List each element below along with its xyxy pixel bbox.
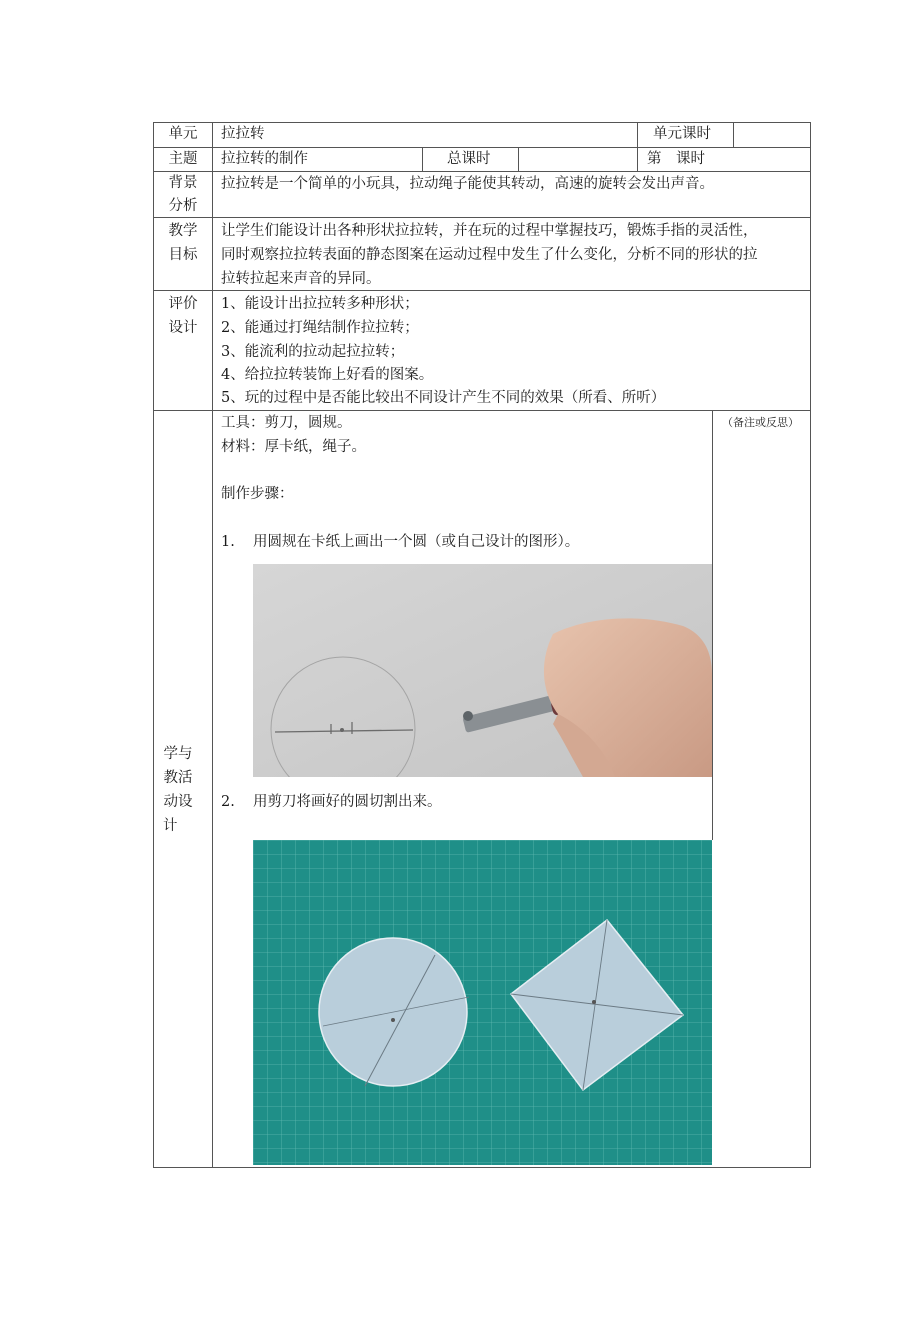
table-border xyxy=(733,122,734,147)
topic-label: 主题 xyxy=(168,151,198,167)
objectives-label-2: 目标 xyxy=(168,247,198,263)
table-border xyxy=(518,147,519,171)
objectives-line: 让学生们能设计出各种形状拉拉转，并在玩的过程中掌握技巧，锻炼手指的灵活性， xyxy=(221,223,758,239)
activity-label-4: 计 xyxy=(163,818,178,834)
objectives-label-1: 教学 xyxy=(168,223,198,239)
evaluation-label-2: 设计 xyxy=(168,320,198,336)
activity-label-1: 学与 xyxy=(163,746,193,762)
step2-number: 2. xyxy=(221,794,235,810)
step1-text: 用圆规在卡纸上画出一个圆（或自己设计的图形）。 xyxy=(253,534,580,550)
table-border xyxy=(153,1167,811,1168)
table-border xyxy=(153,122,154,1168)
table-border xyxy=(153,217,811,218)
cut-shapes-image xyxy=(253,840,712,1165)
cut-shapes-photo xyxy=(253,840,712,1165)
activity-label-2: 教活 xyxy=(163,770,193,786)
steps-title: 制作步骤： xyxy=(221,486,294,502)
background-label-1: 背景 xyxy=(168,175,198,191)
table-border xyxy=(810,122,811,1168)
unit-value: 拉拉转 xyxy=(221,126,265,142)
table-border xyxy=(712,410,713,840)
unit-label: 单元 xyxy=(168,126,198,142)
background-label-2: 分析 xyxy=(168,198,198,214)
objectives-line: 拉转拉起来声音的异同。 xyxy=(221,271,381,287)
evaluation-item: 1、能设计出拉拉转多种形状； xyxy=(221,296,419,312)
compass-drawing-image xyxy=(253,564,712,777)
objectives-line: 同时观察拉拉转表面的静态图案在运动过程中发生了什么变化，分析不同的形状的拉 xyxy=(221,247,758,263)
topic-value: 拉拉转的制作 xyxy=(221,151,308,167)
table-border xyxy=(637,122,638,171)
activity-label-3: 动设 xyxy=(163,794,193,810)
table-border xyxy=(422,147,423,171)
table-border xyxy=(212,122,213,1168)
step1-number: 1. xyxy=(221,534,235,550)
background-text: 拉拉转是一个简单的小玩具，拉动绳子能使其转动，高速的旋转会发出声音。 xyxy=(221,176,714,192)
evaluation-item: 4、给拉拉转装饰上好看的图案。 xyxy=(221,367,434,383)
tools-text: 工具：剪刀，圆规。 xyxy=(221,415,352,431)
evaluation-item: 2、能通过打绳结制作拉拉转； xyxy=(221,320,419,336)
step2-text: 用剪刀将画好的圆切割出来。 xyxy=(253,794,442,810)
evaluation-label-1: 评价 xyxy=(168,296,198,312)
total-hours-label: 总课时 xyxy=(447,151,491,167)
evaluation-item: 5、玩的过程中是否能比较出不同设计产生不同的效果（所看、所听） xyxy=(221,390,666,406)
compass-drawing-photo xyxy=(253,564,712,777)
lesson-number-label: 第 课时 xyxy=(647,151,705,167)
remarks-note: （备注或反思） xyxy=(722,416,799,429)
evaluation-item: 3、能流利的拉动起拉拉转； xyxy=(221,344,405,360)
materials-text: 材料：厚卡纸，绳子。 xyxy=(221,439,366,455)
unit-hours-label: 单元课时 xyxy=(653,126,711,142)
